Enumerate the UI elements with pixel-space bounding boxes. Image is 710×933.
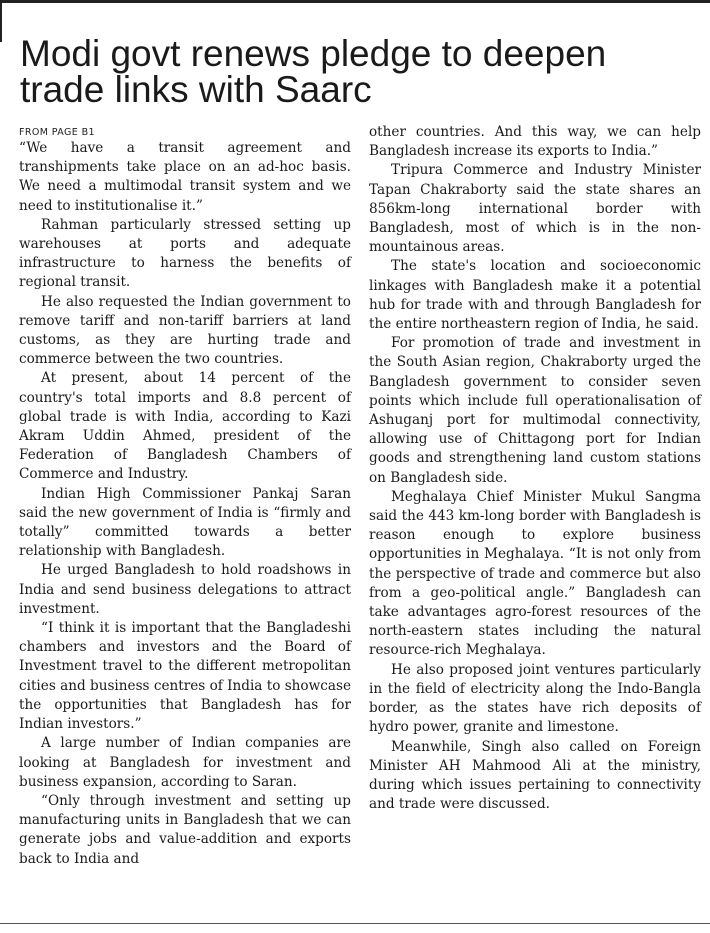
bottom-rule — [0, 923, 710, 924]
paragraph: A large number of Indian companies are looking at Bangladesh for investment and business expansion, according to Saran. — [19, 735, 351, 790]
left-column — [19, 126, 351, 869]
paragraph: Rahman particularly stressed setting up warehouses at ports and adequate infrastructure to harness the benefits of regional transit. — [19, 216, 351, 291]
paragraph: Meanwhile, Singh also called on Foreign Minister AH Mahmood Ali at the ministry, during which issues pertaining to connectivity and trade were discussed. — [369, 738, 701, 813]
paragraph: He also requested the Indian government to remove tariff and non-tariff barriers at land customs, as they are hurting trade and commerce between the two countries. — [19, 293, 351, 368]
paragraph: He also proposed joint ventures particularly in the field of electricity along the Indo-Bangla border, as the states have rich deposits of hydro power, granite and limestone. — [369, 661, 701, 736]
paragraph: The state's location and socioeconomic linkages with Bangladesh make it a potential hub for trade with and through Bangladesh for the entire northeastern region of India, he said. — [369, 258, 701, 333]
paragraph: Meghalaya Chief Minister Mukul Sangma said the 443 km-long border with Bangladesh is reason enough to explore business opportunities in Meghalaya. “It is not only from the perspective of trade and commerce but also from a geo-political angle.” Bangladesh can take advantages agro-forest resources of the north-eastern states including the natural resource-rich Meghalaya. — [369, 488, 701, 659]
paragraph: For promotion of trade and investment in the South Asian region, Chakraborty urged the Bangladesh government to consider seven points which include full operationalisation of Ashuganj port for multimodal connectivity, allowing use of Chittagong port for Indian goods and strengthening land custom stations on Bangladesh side. — [369, 335, 701, 486]
top-rule — [0, 0, 710, 3]
paragraph: “I think it is important that the Bangladeshi chambers and investors and the Board of Investment travel to the different metropolitan cities and business centres of India to showcase the opportunities that Bangladesh has for Indian investors.” — [19, 620, 351, 733]
paragraph: He urged Bangladesh to hold roadshows in India and send business delegations to attract investment. — [19, 562, 351, 617]
dateline: FROM PAGE B1 — [19, 127, 95, 138]
paragraph: Indian High Commissioner Pankaj Saran said the new government of India is “firmly and totally” committed towards a better relationship with Bangladesh. — [19, 485, 351, 560]
paragraph: “We have a transit agreement and transhipments take place on an ad-hoc basis. We need a multimodal transit system and we need to institutionalise it.” — [19, 140, 351, 214]
paragraph: “Only through investment and setting up manufacturing units in Bangladesh that we can generate jobs and value-addition and exports back to India and — [19, 792, 351, 867]
paragraph: At present, about 14 percent of the country's total imports and 8.8 percent of global trade is with India, according to Kazi Akram Uddin Ahmed, president of the Federation of Bangladesh Chambers of Commerce and Industry. — [19, 370, 351, 483]
paragraph: Tripura Commerce and Industry Minister Tapan Chakraborty said the state shares an 856km-long international border with Bangladesh, most of which is in the non-mountainous areas. — [369, 162, 701, 256]
right-column — [369, 123, 701, 814]
left-rule — [0, 0, 2, 42]
headline: Modi govt renews pledge to deepen trade links with Saarc — [20, 33, 607, 110]
paragraph: other countries. And this way, we can help Bangladesh increase its exports to India.” — [369, 124, 701, 160]
